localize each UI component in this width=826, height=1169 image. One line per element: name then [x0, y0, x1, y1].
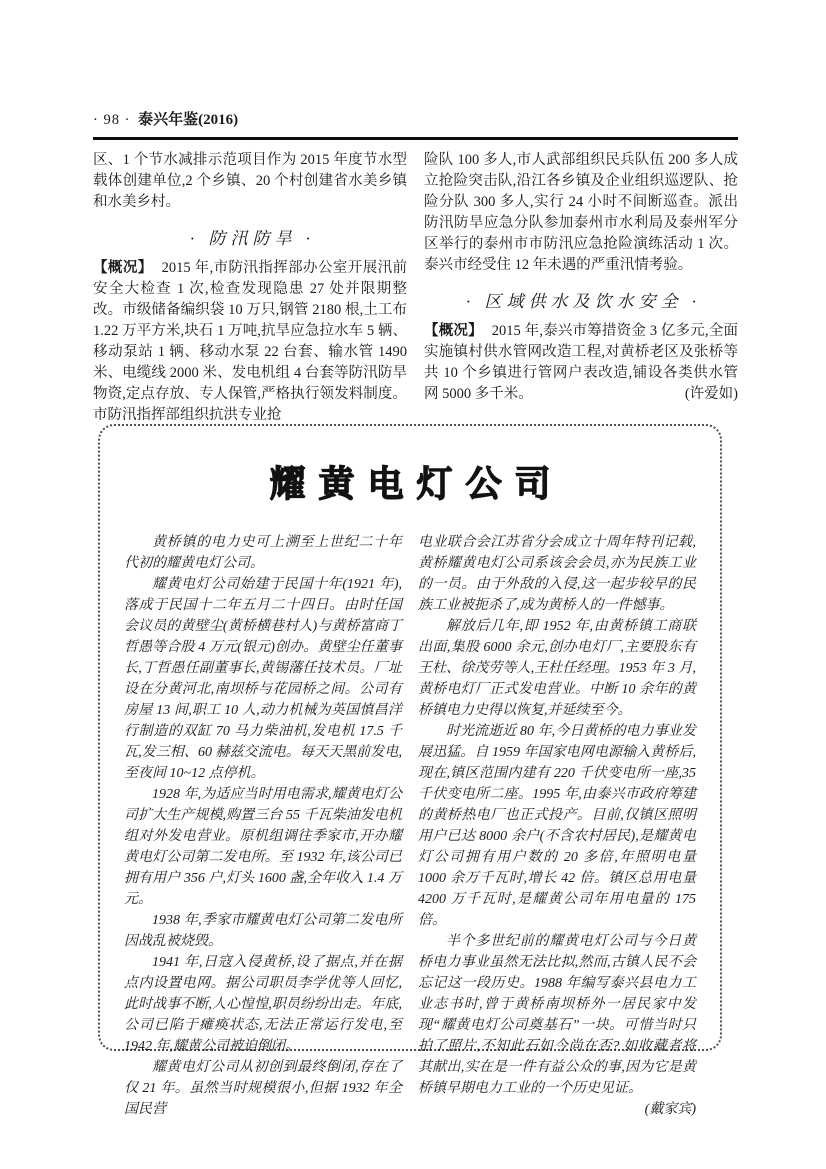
page-header	[93, 110, 738, 130]
overview-paragraph	[424, 321, 738, 405]
page-number: · 98 ·	[93, 112, 131, 128]
author-signature: (戴家宾)	[644, 1102, 696, 1117]
section-heading-flood-drought: · 防汛防旱 ·	[190, 229, 315, 248]
box-paragraph: 耀黄电灯公司始建于民国十年(1921 年),落成于民国十二年五月二十四日。由时任国会议员的黄壁尘(黄桥横巷村人)与黄桥富商丁哲愚等合股 4 万元(银元)创办。黄壁尘任董事长,丁哲愚任副董事长,黄锡藩任技术员。厂址设在分黄河北,南坝桥与花园桥之间。公司有房屋 13 间,职工 10 人,动力机械为英国慎昌洋行制造的双缸 70 马力柴油机,发电机 17.5 千瓦,发三相、60 赫兹交流电。每天天黑前发电,至夜间 10~12 点停机。	[124, 577, 402, 781]
main-text-columns	[93, 150, 738, 426]
box-paragraph: 时光流逝近 80 年,今日黄桥的电力事业发展迅猛。自 1959 年国家电网电源输入黄桥后,现在,镇区范围内建有 220 千伏变电所一座,35 千伏变电所二座。1995 年,由泰兴市政府筹建的黄桥热电厂也正式投产。目前,仅镇区照明用户已达 8000 余户(不含农村居民),是耀黄电灯公司拥有用户数的 20 多倍,年照明电量 1000 余万千瓦时,增长 42 倍。镇区总用电量 4200 万千瓦时,是耀黄公司年用电量的 175 倍。	[418, 724, 696, 928]
overview-text: 2015 年,泰兴市筹措资金 3 亿多元,全面实施镇村供水管网改造工程,对黄桥老区及张桥等共 10 个乡镇进行管网户表改造,铺设各类供水管网 5000 多千米。	[424, 323, 739, 402]
continuation-paragraph: 险队 100 多人,市人武部组织民兵队伍 200 多人成立抢险突击队,沿江各乡镇及企业组织巡逻队、抢险分队 300 多人,实行 24 小时不间断巡查。派出防汛防旱应急分队参加泰州市水利局及泰州军分区举行的泰州市市防汛应急抢险演练活动 1 次。泰兴市经受住 12 年未遇的严重汛情考验。	[424, 152, 738, 273]
box-paragraph: 耀黄电灯公司从初创到最终倒闭,存在了仅 21 年。虽然当时规模很小,但据 1932 年全国民营	[124, 1060, 402, 1117]
feature-box-columns	[124, 532, 696, 1120]
box-paragraph-text: 半个多世纪前的耀黄电灯公司与今日黄桥电力事业虽然无法比拟,然而,古镇人民不会忘记这一段历史。1988 年编写泰兴县电力工业志书时,曾于黄桥南坝桥外一居民家中发现“耀黄电灯公司奠基石”一块。可惜当时只拍了照片,不知此石如今尚在否? 如收藏者将其献出,实在是一件有益公众的事,因为它是黄桥镇早期电力工业的一个历史见证。	[418, 934, 696, 1096]
box-paragraph: 1941 年,日寇入侵黄桥,设了据点,并在据点内设置电网。据公司职员李学优等人回忆,此时战事不断,人心惶惶,职员纷纷出走。年底,公司已陷于瘫痪状态,无法正常运行发电,至 1942 年,耀黄公司被迫倒闭。	[124, 955, 402, 1054]
box-paragraph: 解放后几年,即 1952 年,由黄桥镇工商联出面,集股 6000 余元,创办电灯厂,主要股东有王杜、徐茂劳等人,王杜任经理。1953 年 3 月,黄桥电灯厂正式发电营业。中断 10 余年的黄桥镇电力史得以恢复,并延续至今。	[418, 619, 696, 718]
yearbook-title: 泰兴年鉴(2016)	[138, 112, 239, 128]
box-left-column	[124, 532, 402, 1120]
section-heading-water-supply: · 区域供水及饮水安全 ·	[466, 292, 701, 311]
box-paragraph: 黄桥镇的电力史可上溯至上世纪二十年代初的耀黄电灯公司。	[124, 535, 402, 571]
feature-box	[98, 424, 722, 1117]
overview-text: 2015 年,市防汛指挥部办公室开展汛前安全大检查 1 次,检查发现隐患 27 处并限期整改。市级储备编织袋 10 万只,钢管 2180 根,土工布 1.22 万平方米,块石 1 万吨,抗旱应急拉水车 5 辆、移动泵站 1 辆、移动水泵 22 台套、输水管 1490 米、电缆线 2000 米、发电机组 4 台套等防汛防旱物资,定点存放、专人保管,严格执行领发料制度。市防汛指挥部组织抗洪专业抢	[93, 260, 408, 423]
box-paragraph: 1928 年,为适应当时用电需求,耀黄电灯公司扩大生产规模,购置三台 55 千瓦柴油发电机组对外发电营业。原机组调往季家市,开办耀黄电灯公司第二发电所。至 1932 年,该公司已拥有用户 356 户,灯头 1600 盏,全年收入 1.4 万元。	[124, 787, 402, 907]
box-paragraph	[418, 931, 696, 1117]
box-paragraph: 1938 年,季家市耀黄电灯公司第二发电所因战乱被烧毁。	[124, 913, 402, 949]
author-signature: (许爱如)	[684, 386, 738, 402]
overview-paragraph	[93, 258, 407, 426]
right-column	[424, 150, 738, 426]
header-rule	[93, 137, 738, 140]
left-column	[93, 150, 407, 426]
box-paragraph-continuation: 电业联合会江苏省分会成立十周年特刊记载,黄桥耀黄电灯公司系该会会员,亦为民族工业的一员。由于外敌的入侵,这一起步较早的民族工业被扼杀了,成为黄桥人的一件憾事。	[418, 535, 696, 613]
box-right-column	[418, 532, 696, 1120]
overview-label: 【概况】	[424, 323, 483, 339]
continuation-paragraph: 区、1 个节水减排示范项目作为 2015 年度节水型载体创建单位,2 个乡镇、20 个村创建省水美乡镇和水美乡村。	[93, 152, 407, 210]
feature-box-title: 耀黄电灯公司	[269, 464, 564, 504]
overview-label: 【概况】	[93, 260, 153, 276]
